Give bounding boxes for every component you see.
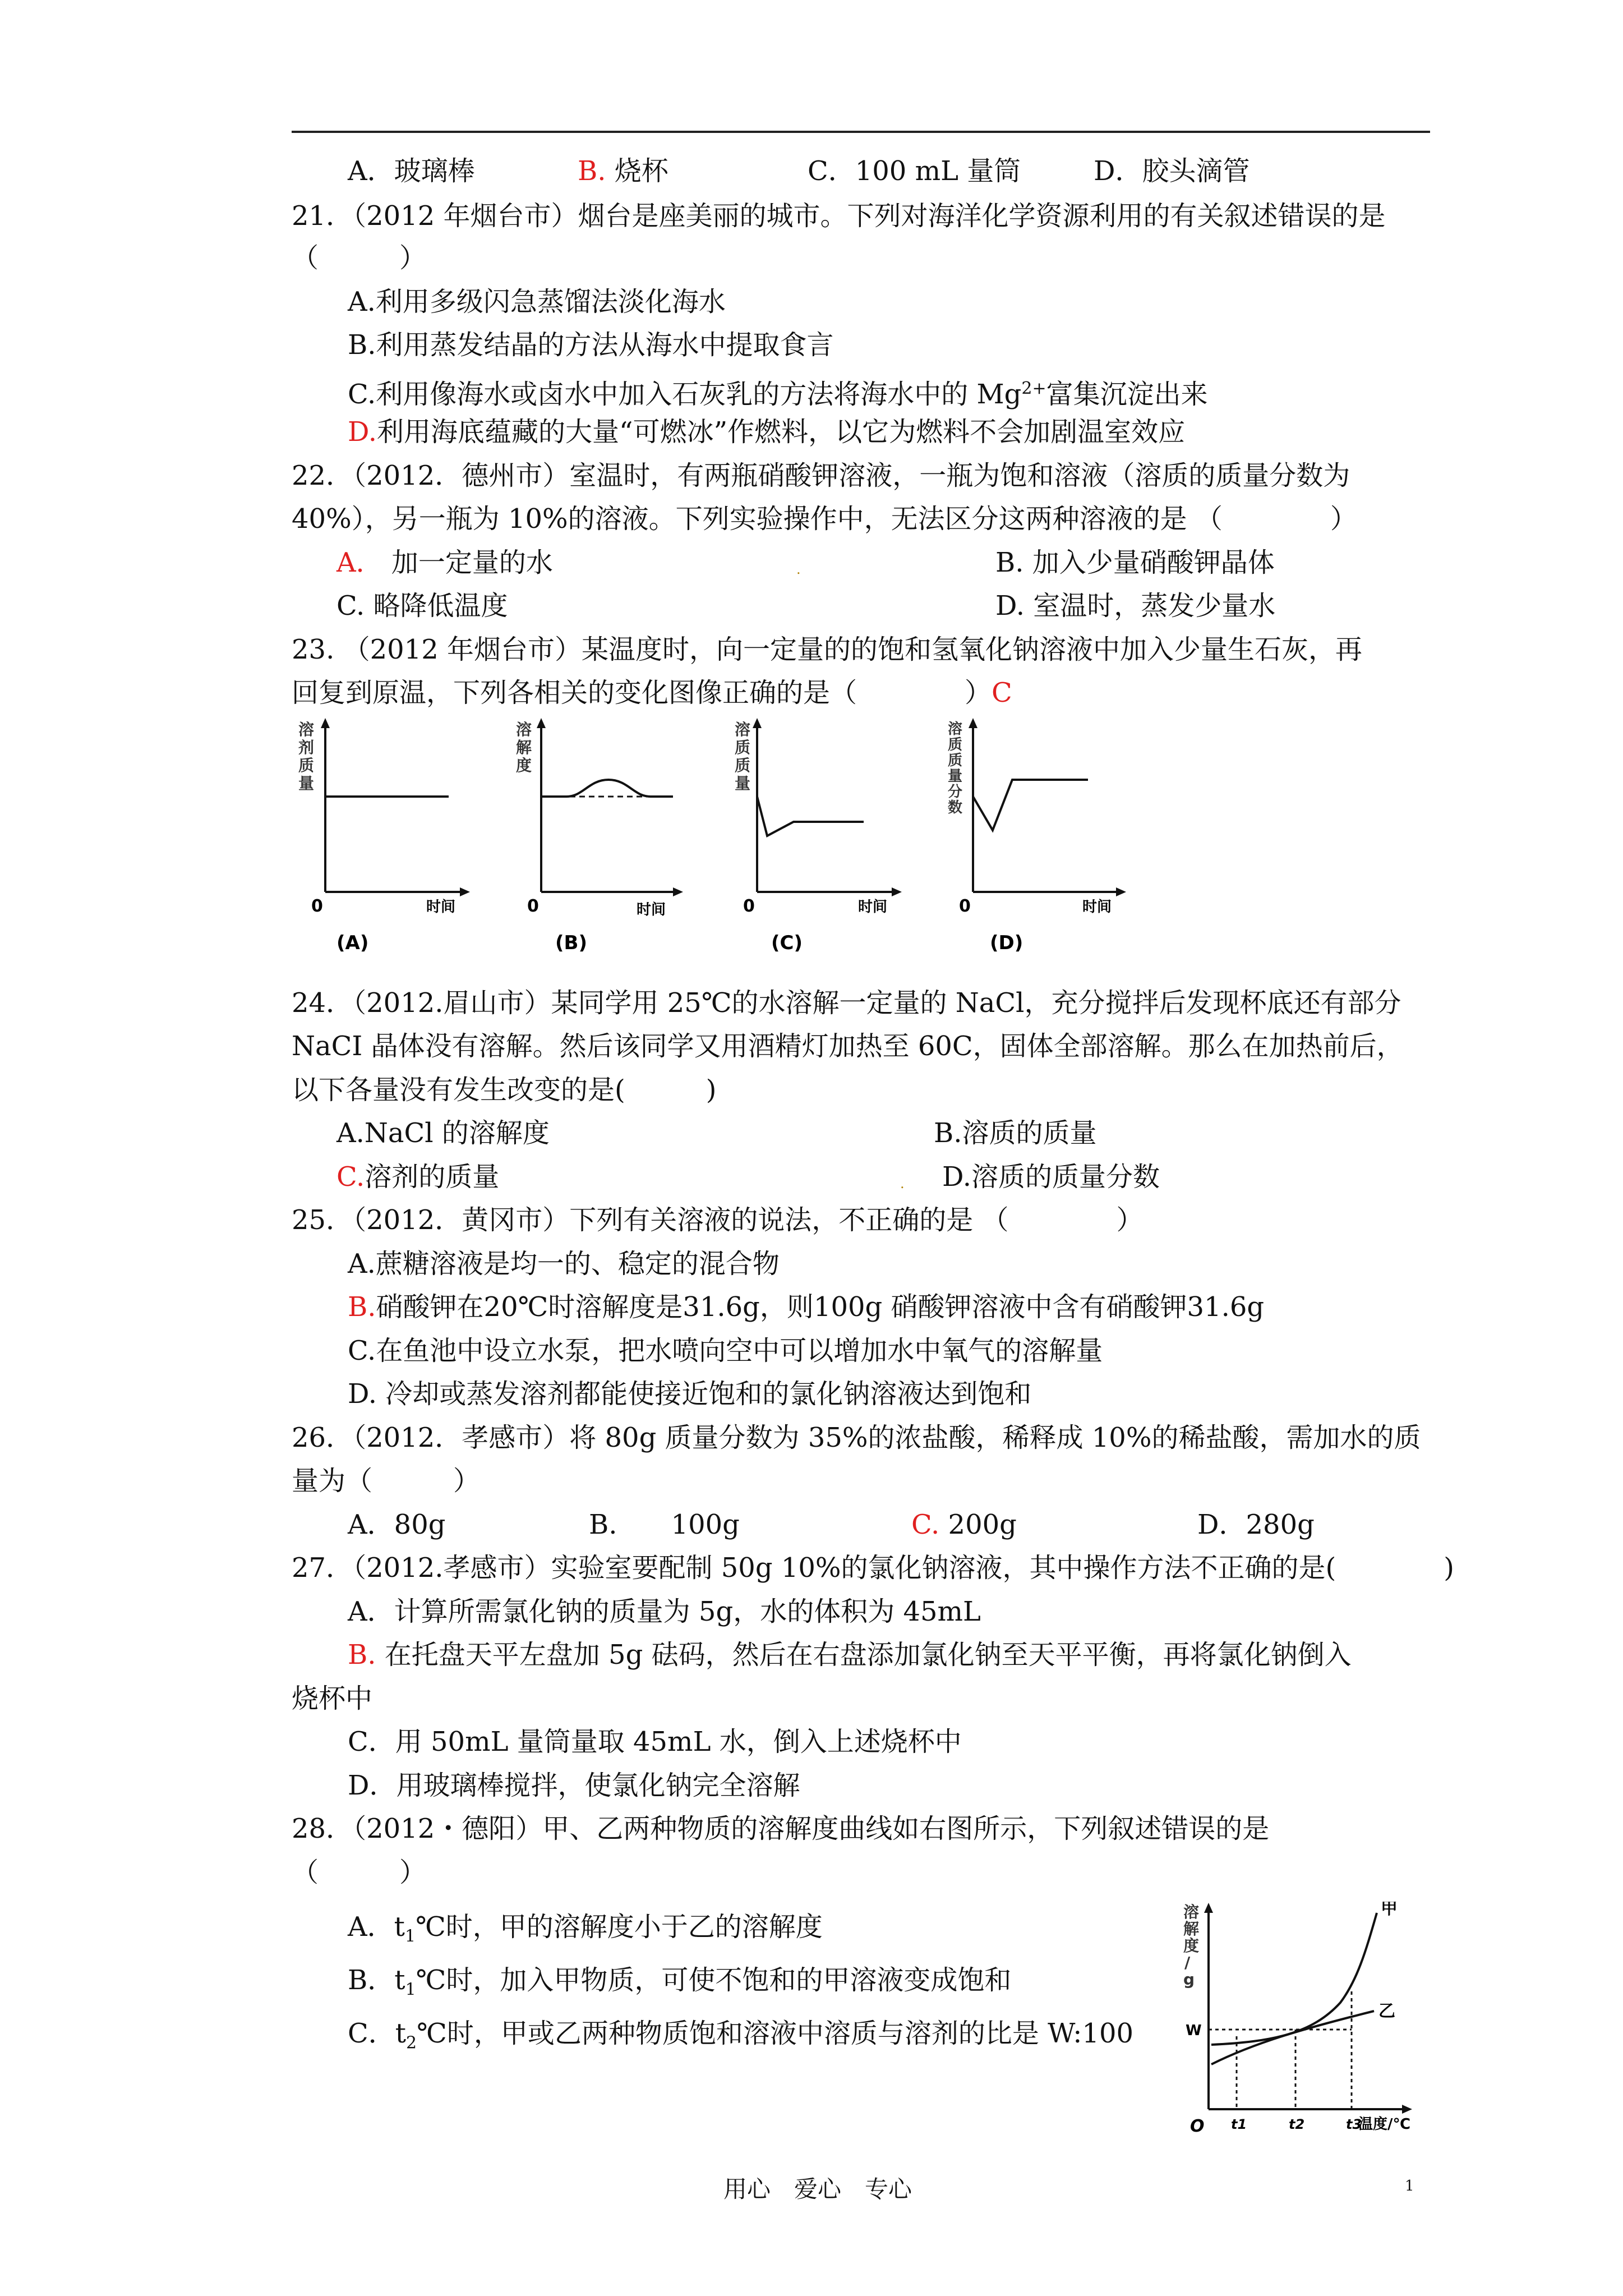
svg-text:0: 0 (311, 896, 323, 916)
q27-option-d: D．用玻璃棒搅拌，使氯化钠完全溶解 (348, 1770, 800, 1801)
q20-option-c: C．100 mL 量筒 (808, 155, 1021, 187)
svg-text:解: 解 (516, 738, 532, 757)
q23-answer: C (992, 677, 1012, 708)
svg-text:质: 质 (298, 756, 315, 775)
q25-option-d: D. 冷却或蒸发溶剂都能使接近饱和的氯化钠溶液达到饱和 (348, 1378, 1032, 1410)
q23-graph-b (505, 718, 684, 956)
q24-stem-3: 以下各量没有发生改变的是( ) (292, 1074, 717, 1106)
svg-text:(C): (C) (771, 932, 803, 954)
svg-text:质: 质 (735, 738, 751, 757)
q22-option-b: B. 加入少量硝酸钾晶体 (995, 547, 1275, 578)
q21-paren: （ ） (292, 242, 427, 274)
svg-text:t3: t3 (1346, 2116, 1362, 2132)
svg-text:O: O (1190, 2116, 1205, 2136)
q26-stem-1: 26．（2012．孝感市）将 80g 质量分数为 35%的浓盐酸，稀释成 10%的稀盐酸，需加水的质 (292, 1422, 1421, 1453)
q20-option-a: A．玻璃棒 (348, 155, 475, 187)
q22-option-a: A． 加一定量的水 (336, 547, 553, 578)
q21-option-d: D.利用海底蕴藏的大量“可燃冰”作燃料，以它为燃料不会加剧温室效应 (348, 416, 1186, 448)
q25-option-b: B.硝酸钾在20℃时溶解度是31.6g，则100g 硝酸钾溶液中含有硝酸钾31.6g (348, 1291, 1265, 1323)
curve-jia (1211, 1913, 1377, 2045)
q21-option-c: C.利用像海水或卤水中加入石灰乳的方法将海水中的 $Mg^{2+}$富集沉淀出来 (348, 379, 1208, 410)
svg-text:质: 质 (948, 737, 963, 753)
svg-text:(D): (D) (990, 932, 1023, 954)
svg-text:0: 0 (959, 896, 971, 916)
q23-graph-c (723, 718, 903, 956)
q26-option-a: A．80g (348, 1509, 446, 1540)
q21-option-a: A.利用多级闪急蒸馏法淡化海水 (348, 286, 726, 318)
svg-text:/: / (1184, 1953, 1191, 1972)
q20-option-d: D．胶头滴管 (1094, 155, 1250, 187)
q27-option-b: B. 在托盘天平左盘加 5g 砝码，然后在右盘添加氯化钠至天平平衡，再将氯化钠倒入 (348, 1639, 1352, 1671)
svg-text:W: W (1186, 2022, 1202, 2039)
q28-option-b: B．$t_1℃$时，加入甲物质，可使不饱和的甲溶液变成饱和 (348, 1964, 1012, 2000)
q24-stem-1: 24．（2012.眉山市）某同学用 25℃的水溶解一定量的 NaCl，充分搅拌后发现杯底还有部分 (292, 987, 1401, 1019)
q26-option-c: C. 200g (911, 1509, 1017, 1540)
q22-stem-2: 40%），另一瓶为 10%的溶液。下列实验操作中，无法区分这两种溶液的是 （ ） (292, 503, 1357, 535)
q28-solubility-graph (1178, 1902, 1413, 2151)
svg-text:t1: t1 (1231, 2116, 1247, 2132)
svg-text:溶: 溶 (516, 720, 532, 739)
svg-text:量: 量 (298, 774, 315, 793)
q26-option-b: B. 100g (589, 1509, 740, 1540)
svg-text:度: 度 (1183, 1936, 1200, 1955)
svg-text:时间: 时间 (637, 901, 666, 918)
svg-text:度: 度 (516, 756, 532, 775)
q28-option-c: C．$t_2℃$时，甲或乙两种物质饱和溶液中溶质与溶剂的比是 W:100 (348, 2018, 1134, 2053)
svg-text:时间: 时间 (858, 899, 888, 915)
svg-text:数: 数 (948, 799, 963, 816)
page-footer: 用心 爱心 专心 (723, 2175, 912, 2203)
header-rule (292, 131, 1430, 133)
q27-option-b-cont: 烧杯中 (292, 1683, 373, 1714)
svg-text:溶: 溶 (298, 720, 315, 739)
svg-text:(A): (A) (336, 932, 369, 954)
svg-text:质: 质 (735, 756, 751, 775)
q23-stem-2: 回复到原温，下列各相关的变化图像正确的是（ ）C (292, 677, 1012, 708)
svg-text:t2: t2 (1289, 2116, 1305, 2132)
page-number: 1 (1405, 2178, 1414, 2194)
svg-text:量: 量 (735, 774, 751, 793)
svg-text:溶: 溶 (735, 720, 751, 739)
svg-text:温度/℃: 温度/℃ (1358, 2116, 1410, 2133)
q26-option-d: D．280g (1197, 1509, 1315, 1540)
q24-stem-2: NaCI 晶体没有溶解。然后该同学又用酒精灯加热至 60C，固体全部溶解。那么在加热前后， (292, 1030, 1404, 1062)
q24-option-a: A.NaCl 的溶解度 (336, 1117, 550, 1149)
svg-text:分: 分 (948, 784, 963, 800)
svg-text:质: 质 (948, 752, 963, 769)
q27-option-c: C．用 50mL 量筒量取 45mL 水，倒入上述烧杯中 (348, 1726, 962, 1757)
svg-text:0: 0 (527, 896, 539, 916)
svg-text:(B): (B) (555, 932, 587, 954)
q24-option-b: B.溶质的质量 (934, 1117, 1097, 1149)
svg-text:剂: 剂 (298, 738, 315, 757)
q27-option-a: A．计算所需氯化钠的质量为 5g，水的体积为 45mL (348, 1596, 981, 1627)
svg-text:溶: 溶 (948, 721, 963, 738)
q28-option-a: A．$t_1℃$时，甲的溶解度小于乙的溶解度 (348, 1911, 823, 1947)
q22-option-d: D. 室温时，蒸发少量水 (995, 590, 1276, 622)
svg-text:甲: 甲 (1381, 1902, 1398, 1918)
q25-option-a: A.蔗糖溶液是均一的、稳定的混合物 (348, 1248, 780, 1280)
svg-text:乙: 乙 (1378, 2001, 1395, 2021)
q21-option-b: B.利用蒸发结晶的方法从海水中提取食言 (348, 329, 834, 361)
q24-option-d: D.溶质的质量分数 (942, 1161, 1160, 1193)
q23-graph-d (942, 718, 1127, 956)
svg-text:0: 0 (743, 896, 755, 916)
q23-graph-a (292, 718, 471, 956)
q25-stem: 25．（2012．黄冈市）下列有关溶液的说法，不正确的是 （ ） (292, 1204, 1144, 1236)
svg-text:量: 量 (948, 768, 963, 785)
svg-text:时间: 时间 (1082, 899, 1112, 915)
q28-paren: （ ） (292, 1857, 427, 1888)
q22-stray-dot: . (796, 562, 801, 577)
svg-text:时间: 时间 (426, 899, 456, 915)
q26-stem-2: 量为（ ） (292, 1465, 481, 1497)
q21-stem: 21．（2012 年烟台市）烟台是座美丽的城市。下列对海洋化学资源利用的有关叙述错误的是 (292, 200, 1386, 232)
q20-option-b: B. 烧杯 (578, 155, 668, 187)
svg-text:解: 解 (1183, 1920, 1200, 1938)
q22-option-c: C. 略降低温度 (336, 590, 508, 622)
q24-option-c: C.溶剂的质量 (336, 1161, 500, 1193)
q27-stem: 27．（2012.孝感市）实验室要配制 50g 10%的氯化钠溶液，其中操作方法不正确的是( ) (292, 1552, 1454, 1584)
q23-stem-1: 23. （2012 年烟台市）某温度时，向一定量的的饱和氢氧化钠溶液中加入少量生石灰，再 (292, 634, 1363, 665)
svg-text:溶: 溶 (1183, 1903, 1200, 1921)
q22-stem-1: 22．（2012．德州市）室温时，有两瓶硝酸钾溶液，一瓶为饱和溶液（溶质的质量分数为 (292, 460, 1350, 491)
q24-stray-dot: . (900, 1176, 905, 1191)
svg-text:g: g (1183, 1970, 1195, 1989)
q28-stem: 28．（2012・德阳）甲、乙两种物质的溶解度曲线如右图所示，下列叙述错误的是 (292, 1813, 1270, 1844)
q25-option-c: C.在鱼池中设立水泵，把水喷向空中可以增加水中氧气的溶解量 (348, 1335, 1103, 1366)
